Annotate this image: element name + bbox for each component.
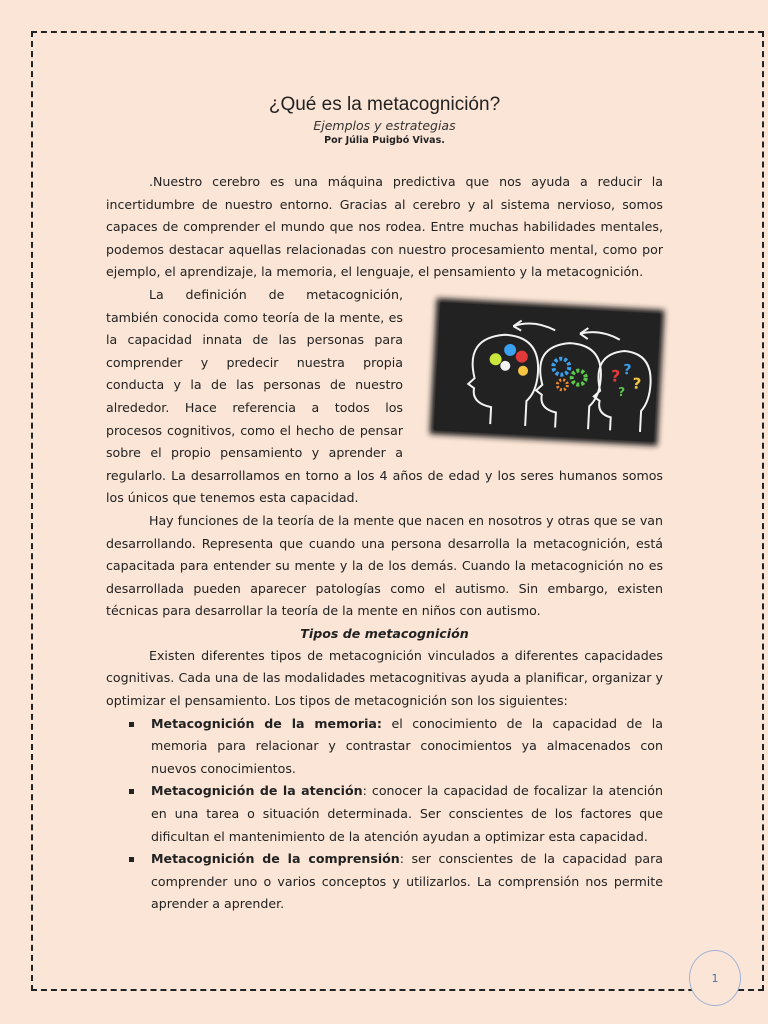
- paragraph-functions: Hay funciones de la teoría de la mente que nacen en nosotros y otras que se van desarrollando. Representa que cuando una persona desarrolla la metacognición, está capacitada para entender su mente y la de los demás. Cuando la metacognición no es desarrollada pueden aparecer patologías como el autismo. Sin embargo, existen técnicas para desarrollar la teoría de la mente en niños con autismo.: [106, 512, 663, 619]
- list-item-text: : conocer la capacidad de focalizar la atención en una tarea o situación determinada. Ser conscientes de los factores que dificultan el mantenimiento de la atención ayudan a optimizar esta capacidad.: [151, 783, 663, 844]
- svg-text:?: ?: [617, 384, 626, 400]
- square-bullet-icon: [129, 722, 134, 727]
- page-number: [689, 950, 741, 1006]
- list-item-term: Metacognición de la atención: [151, 783, 363, 799]
- square-bullet-icon: [129, 857, 134, 862]
- list-item: [151, 780, 663, 848]
- document-body: [106, 92, 663, 916]
- document-title: ¿Qué es la metacognición?: [268, 94, 501, 115]
- document-subtitle: Ejemplos y estrategias: [313, 118, 456, 133]
- list-item: [151, 713, 663, 781]
- paragraph-definition: La definición de metacognición, también conocida como teoría de la mente, es la capacidad innata de las personas para comprender y predecir nuestra propia conducta y la de las personas de nuestro alrededor. Hace referencia a todos los procesos cognitivos, como el hecho de pensar sobre el propio pensamiento y aprender a regularlo. La desarrollamos en torno a los 4 años de edad y los seres humanos somos los únicos que tenemos esta capacidad.: [106, 286, 663, 506]
- list-item-term: Metacognición de la comprensión: [151, 851, 400, 867]
- paragraph-intro: .Nuestro cerebro es una máquina predictiva que nos ayuda a reducir la incertidumbre de nuestro entorno. Gracias al cerebro y al sistema nervioso, somos capaces de comprender el mundo que nos rodea. Entre muchas habilidades mentales, podemos destacar aquellas relacionadas con nuestro procesamiento mental, como por ejemplo, el aprendizaje, la memoria, el lenguaje, el pensamiento y la metacognición.: [106, 174, 663, 280]
- square-bullet-icon: [129, 789, 134, 794]
- list-item-text: el conocimiento de la capacidad de la memoria para relacionar y contrastar conocimientos ya almacenados con nuevos conocimientos.: [151, 715, 663, 776]
- types-list: [106, 713, 663, 916]
- list-item: [151, 848, 663, 916]
- list-item-text: : ser conscientes de la capacidad para comprender uno o varios conceptos y utilizarlos. La comprensión nos permite aprender a aprender.: [151, 851, 663, 912]
- list-item-term: Metacognición de la memoria:: [151, 715, 382, 731]
- svg-text:?: ?: [610, 366, 621, 386]
- page-number-label: 1: [711, 971, 719, 985]
- metacognition-illustration: [423, 292, 671, 452]
- paragraph-types-intro: Existen diferentes tipos de metacognición vinculados a diferentes capacidades cognitivas. Cada una de las modalidades metacognitivas ayuda a planificar, organizar y optimizar el pensamiento. Los tipos de metacognición son los siguientes:: [106, 647, 663, 709]
- svg-text:?: ?: [632, 374, 642, 393]
- author-line: Por Júlia Puigbó Vivas.: [324, 135, 445, 146]
- svg-text:?: ?: [622, 361, 632, 379]
- section-title-tipos: Tipos de metacognición: [300, 625, 469, 641]
